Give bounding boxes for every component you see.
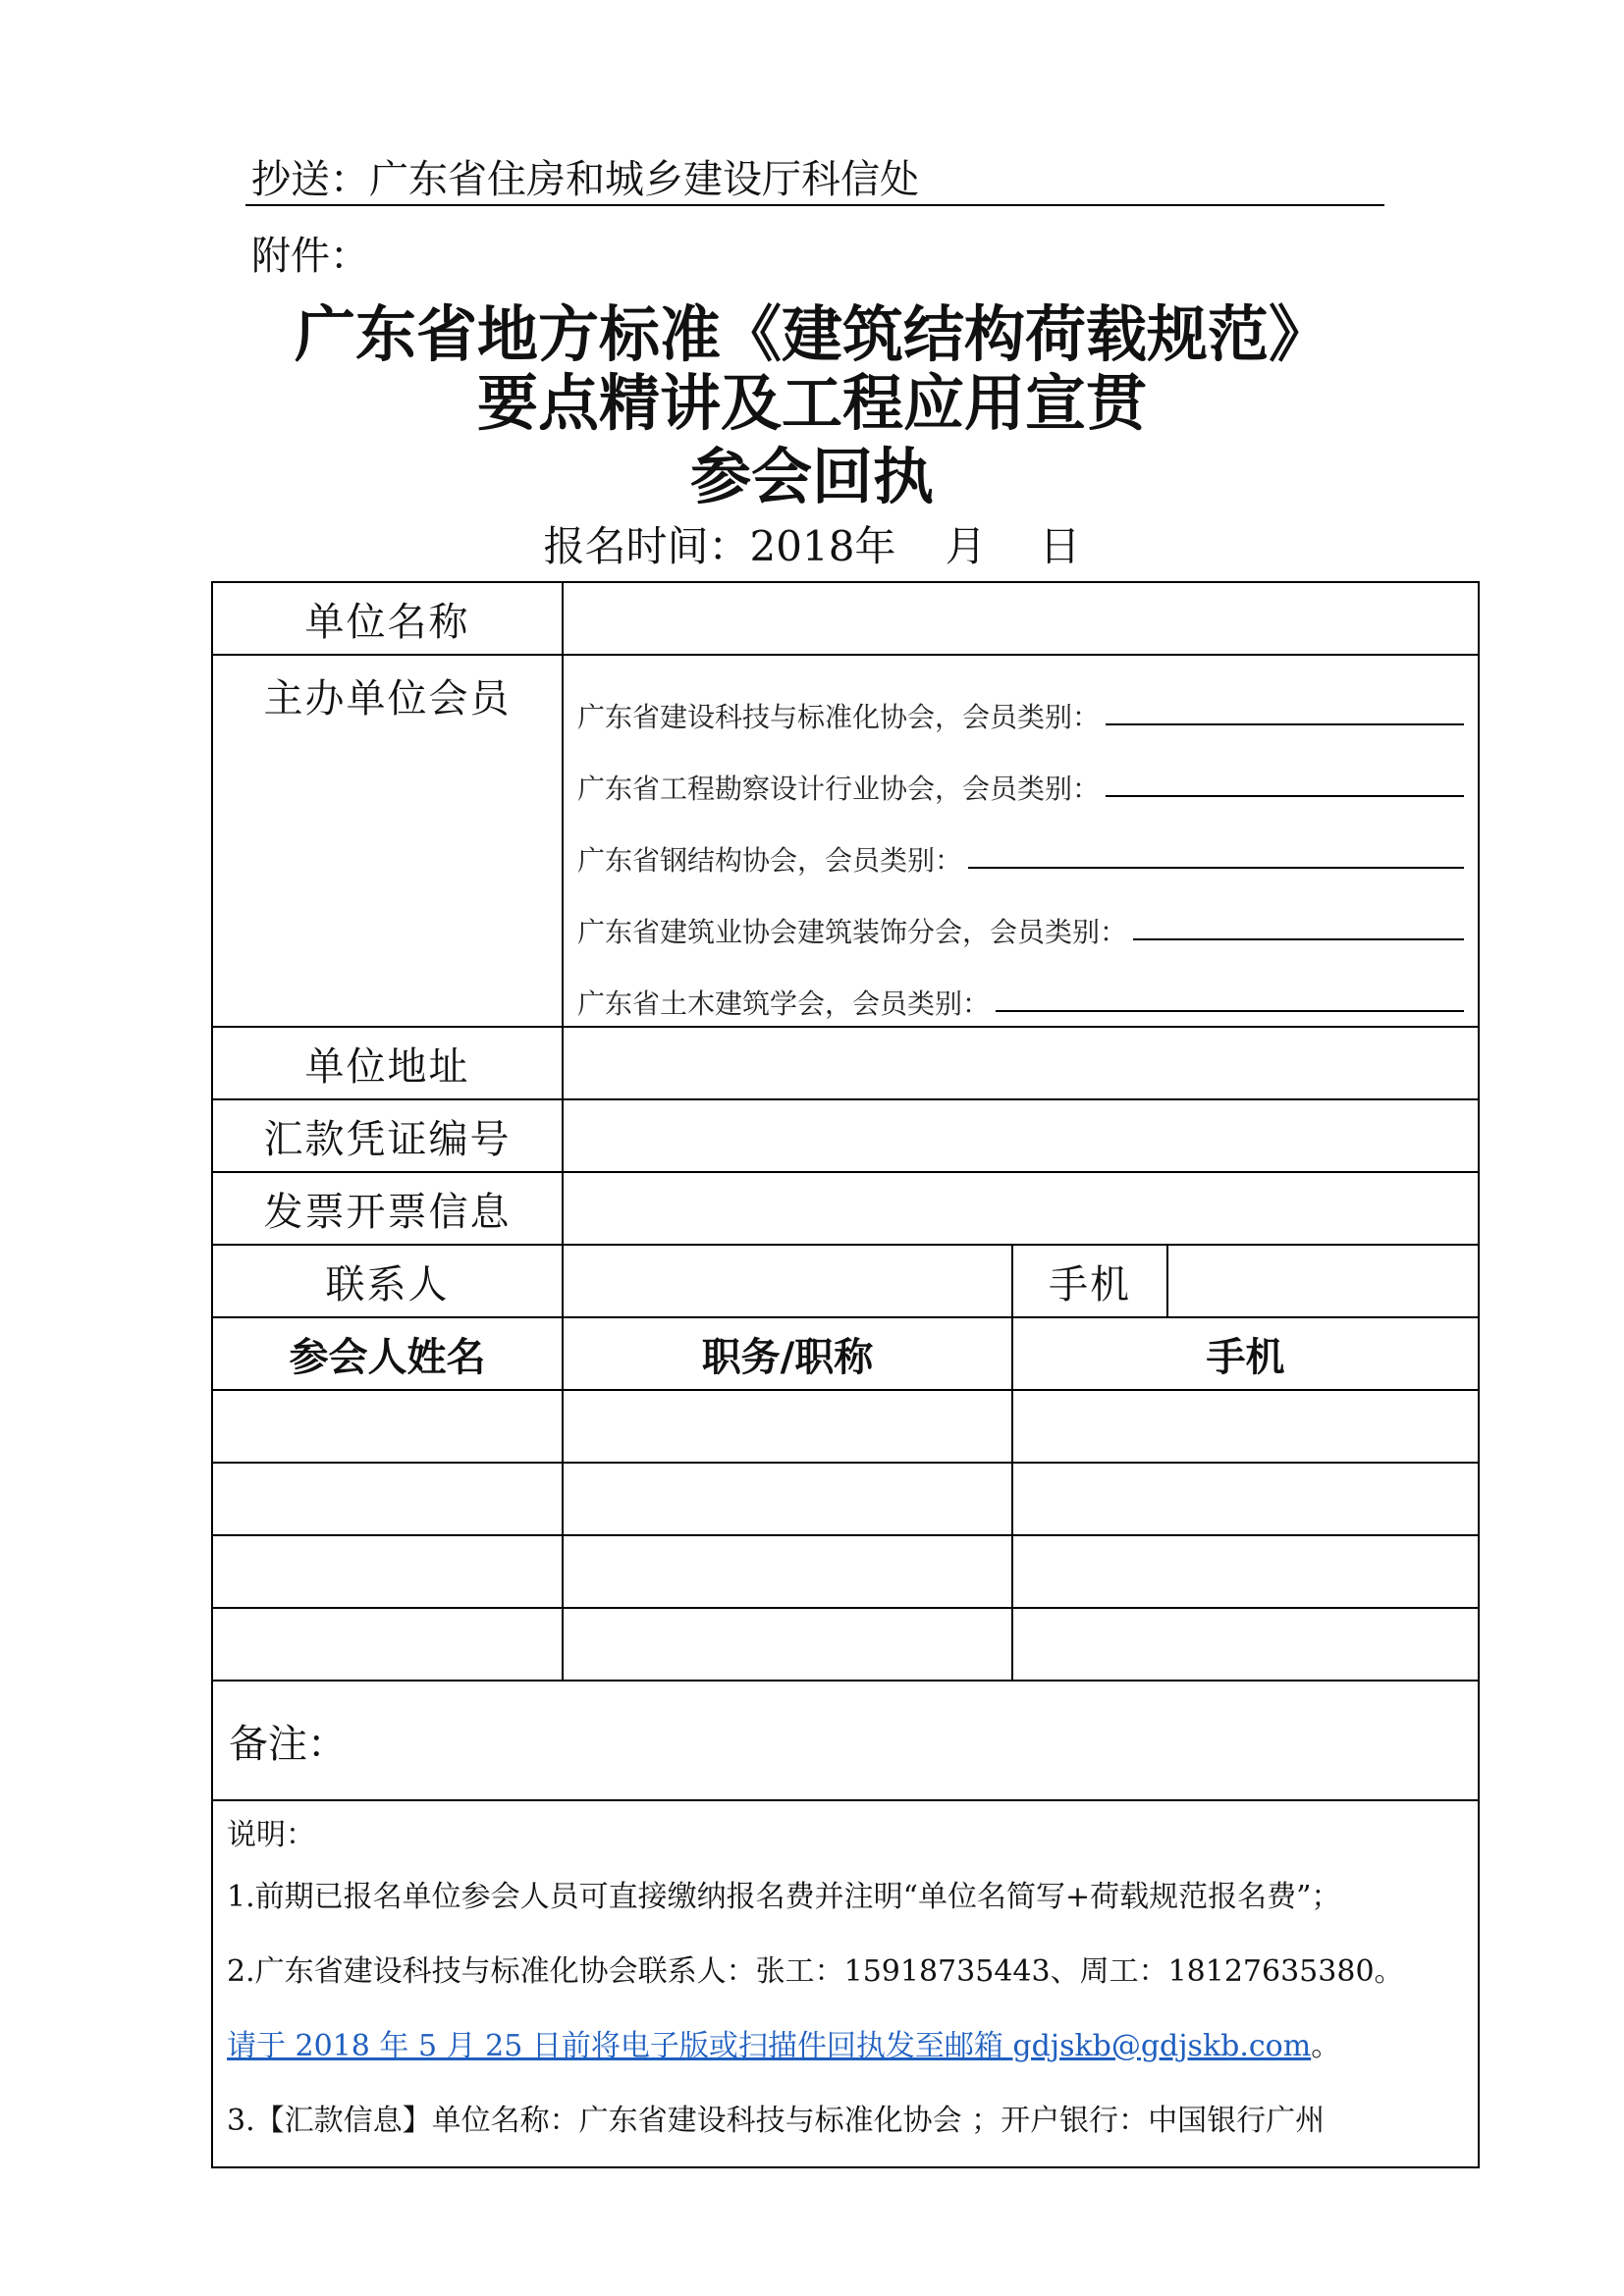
attendee-title-cell[interactable]: [563, 1390, 1012, 1463]
member-option-text: 广东省建设科技与标准化协会，会员类别：: [577, 701, 1101, 733]
cc-line: 抄送：广东省住房和城乡建设厅科信处: [245, 157, 1384, 206]
unit-name-label: 单位名称: [212, 582, 563, 655]
notes-field[interactable]: [212, 1681, 1479, 1800]
registration-month: 月: [945, 522, 987, 570]
member-option-text: 广东省钢结构协会，会员类别：: [577, 844, 963, 877]
contact-label: 联系人: [212, 1245, 563, 1317]
member-type-blank[interactable]: [996, 983, 1464, 1012]
explanation-deadline: [227, 2009, 1466, 2084]
attendee-title-cell[interactable]: [563, 1608, 1012, 1681]
remittance-field[interactable]: [563, 1099, 1479, 1172]
explanation-item-2: 2.广东省建设科技与标准化协会联系人：张工：15918735443、周工：18127635380。: [227, 1954, 1404, 1989]
explanation-heading: 说明：: [227, 1818, 315, 1852]
invoice-label: 发票开票信息: [212, 1172, 563, 1245]
explanation-item-3: 3.【汇款信息】单位名称：广东省建设科技与标准化协会 ；开户银行：中国银行广州: [227, 2104, 1326, 2138]
member-option: [577, 735, 1464, 807]
member-option: [577, 950, 1464, 1022]
attendee-title-header: 职务/职称: [563, 1317, 1012, 1390]
contact-phone-field[interactable]: [1167, 1245, 1479, 1317]
member-type-blank[interactable]: [1106, 696, 1464, 725]
attendee-phone-cell[interactable]: [1012, 1535, 1479, 1608]
registration-year: 2018年: [749, 522, 896, 570]
explanation-item-1: 1.前期已报名单位参会人员可直接缴纳报名费并注明“单位名简写+荷载规范报名费”；: [227, 1880, 1341, 1914]
attendee-name-cell[interactable]: [212, 1535, 563, 1608]
attendee-phone-cell[interactable]: [1012, 1390, 1479, 1463]
attendee-name-cell[interactable]: [212, 1390, 563, 1463]
explanation-section: [212, 1800, 1479, 2167]
member-option-text: 广东省土木建筑学会，会员类别：: [577, 988, 991, 1020]
registration-time: [0, 523, 1624, 570]
member-type-blank[interactable]: [1133, 911, 1464, 940]
explanation-deadline-suffix: 。: [1311, 2029, 1341, 2063]
member-type-blank[interactable]: [968, 839, 1464, 869]
attendee-phone-cell[interactable]: [1012, 1463, 1479, 1535]
attendee-row: [212, 1608, 1479, 1681]
unit-address-field[interactable]: [563, 1027, 1479, 1099]
attendee-name-header: 参会人姓名: [212, 1317, 563, 1390]
contact-field[interactable]: [563, 1245, 1012, 1317]
email-link[interactable]: 请于 2018 年 5 月 25 日前将电子版或扫描件回执发至邮箱 gdjskb@gdjskb.com: [227, 2029, 1312, 2063]
registration-form: [211, 581, 1480, 2168]
member-option-text: 广东省工程勘察设计行业协会，会员类别：: [577, 773, 1101, 805]
attendee-title-cell[interactable]: [563, 1535, 1012, 1608]
member-options: [563, 655, 1479, 1027]
title-line-3: 参会回执: [689, 441, 934, 512]
remittance-label: 汇款凭证编号: [212, 1099, 563, 1172]
attendee-row: [212, 1535, 1479, 1608]
member-type-blank[interactable]: [1106, 768, 1464, 797]
registration-day: 日: [1039, 522, 1081, 570]
attachment-label: 附件：: [251, 234, 369, 279]
attendee-row: [212, 1390, 1479, 1463]
attendee-name-cell[interactable]: [212, 1608, 563, 1681]
member-option: [577, 664, 1464, 735]
registration-time-prefix: 报名时间：: [543, 522, 750, 570]
member-label: 主办单位会员: [212, 655, 563, 1027]
contact-phone-label: 手机: [1012, 1245, 1167, 1317]
attendee-name-cell[interactable]: [212, 1463, 563, 1535]
member-option: [577, 879, 1464, 950]
member-option: [577, 807, 1464, 879]
invoice-field[interactable]: [563, 1172, 1479, 1245]
unit-name-field[interactable]: [563, 582, 1479, 655]
unit-address-label: 单位地址: [212, 1027, 563, 1099]
attendee-phone-cell[interactable]: [1012, 1608, 1479, 1681]
notes-label: 备注：: [229, 1721, 347, 1767]
attendee-title-cell[interactable]: [563, 1463, 1012, 1535]
title-line-2: 要点精讲及工程应用宣贯: [476, 367, 1147, 439]
title-line-1: 广东省地方标准《建筑结构荷载规范》: [294, 298, 1329, 370]
member-option-text: 广东省建筑业协会建筑装饰分会，会员类别：: [577, 916, 1128, 948]
attendee-row: [212, 1463, 1479, 1535]
attendee-phone-header: 手机: [1012, 1317, 1479, 1390]
